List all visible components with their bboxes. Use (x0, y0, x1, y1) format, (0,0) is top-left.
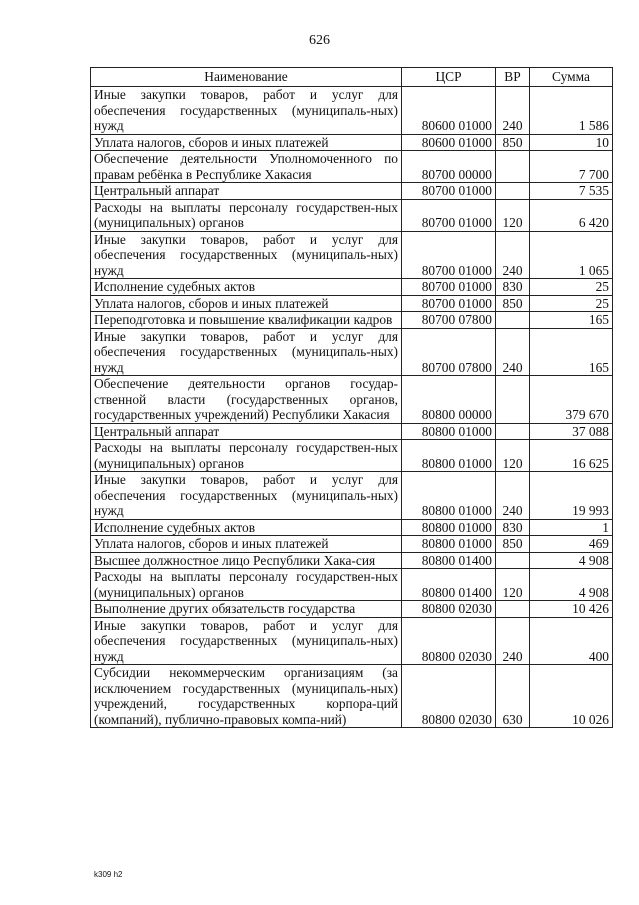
table-row (91, 279, 613, 296)
table-row (91, 665, 613, 728)
row-vr-cell (496, 601, 530, 618)
row-sum-cell: 4 908 (530, 569, 613, 601)
row-vr-cell: 850 (496, 295, 530, 312)
table-body (91, 87, 613, 728)
row-vr-cell (496, 376, 530, 424)
row-name-cell: Субсидии некоммерческим организациям (за исключением государственных (муниципаль-ных) учреждений, государственных корпора-ций (компаний), публично-правовых компа-ний) (91, 665, 402, 728)
table-row (91, 376, 613, 424)
row-name-cell: Уплата налогов, сборов и иных платежей (91, 536, 402, 553)
row-name-cell: Обеспечение деятельности органов государ-ственной власти (государственных органов, государственных учреждений) Республики Хакасия (91, 376, 402, 424)
row-name-cell: Иные закупки товаров, работ и услуг для обеспечения государственных (муниципаль-ных) нужд (91, 87, 402, 135)
table-row (91, 328, 613, 376)
row-name-cell: Переподготовка и повышение квалификации кадров (91, 312, 402, 329)
row-name-cell: Исполнение судебных актов (91, 279, 402, 296)
row-vr-cell: 240 (496, 472, 530, 520)
row-csr-cell: 80700 07800 (402, 312, 496, 329)
row-csr-cell: 80800 02030 (402, 601, 496, 618)
row-csr-cell: 80600 01000 (402, 87, 496, 135)
row-vr-cell: 630 (496, 665, 530, 728)
row-name-cell: Центральный аппарат (91, 423, 402, 440)
row-csr-cell: 80700 01000 (402, 199, 496, 231)
row-vr-cell: 850 (496, 536, 530, 553)
row-sum-cell: 1 586 (530, 87, 613, 135)
row-sum-cell: 4 908 (530, 552, 613, 569)
table-row (91, 151, 613, 183)
row-csr-cell: 80700 00000 (402, 151, 496, 183)
row-vr-cell: 120 (496, 199, 530, 231)
row-vr-cell (496, 552, 530, 569)
row-vr-cell (496, 423, 530, 440)
row-name-cell: Расходы на выплаты персоналу государствен-ных (муниципальных) органов (91, 440, 402, 472)
row-csr-cell: 80800 01000 (402, 423, 496, 440)
row-sum-cell: 379 670 (530, 376, 613, 424)
row-vr-cell: 120 (496, 440, 530, 472)
table-row (91, 472, 613, 520)
row-csr-cell: 80800 02030 (402, 665, 496, 728)
row-name-cell: Иные закупки товаров, работ и услуг для обеспечения государственных (муниципаль-ных) нужд (91, 617, 402, 665)
row-sum-cell: 19 993 (530, 472, 613, 520)
row-name-cell: Исполнение судебных актов (91, 519, 402, 536)
header-sum: Сумма (530, 68, 613, 87)
row-csr-cell: 80800 01000 (402, 440, 496, 472)
table-row (91, 312, 613, 329)
header-name: Наименование (91, 68, 402, 87)
row-vr-cell (496, 183, 530, 200)
table-header-row (91, 68, 613, 87)
row-vr-cell (496, 312, 530, 329)
row-sum-cell: 1 (530, 519, 613, 536)
row-name-cell: Иные закупки товаров, работ и услуг для обеспечения государственных (муниципаль-ных) нужд (91, 231, 402, 279)
table-row (91, 569, 613, 601)
table-row (91, 231, 613, 279)
row-vr-cell: 830 (496, 519, 530, 536)
row-csr-cell: 80700 01000 (402, 183, 496, 200)
row-csr-cell: 80700 01000 (402, 295, 496, 312)
footer-code: k309 h2 (94, 870, 123, 879)
row-csr-cell: 80700 01000 (402, 279, 496, 296)
row-sum-cell: 25 (530, 279, 613, 296)
row-csr-cell: 80800 01000 (402, 536, 496, 553)
row-name-cell: Высшее должностное лицо Республики Хака-сия (91, 552, 402, 569)
table-row (91, 87, 613, 135)
page-number: 626 (309, 33, 330, 48)
row-sum-cell: 6 420 (530, 199, 613, 231)
row-vr-cell: 240 (496, 617, 530, 665)
row-sum-cell: 10 426 (530, 601, 613, 618)
row-csr-cell: 80800 01400 (402, 552, 496, 569)
row-sum-cell: 165 (530, 328, 613, 376)
table-row (91, 199, 613, 231)
row-sum-cell: 7 535 (530, 183, 613, 200)
header-csr: ЦСР (402, 68, 496, 87)
table-row (91, 601, 613, 618)
row-sum-cell: 165 (530, 312, 613, 329)
row-name-cell: Обеспечение деятельности Уполномоченного по правам ребёнка в Республике Хакасия (91, 151, 402, 183)
row-sum-cell: 469 (530, 536, 613, 553)
row-csr-cell: 80800 01000 (402, 519, 496, 536)
row-csr-cell: 80800 02030 (402, 617, 496, 665)
row-name-cell: Расходы на выплаты персоналу государствен-ных (муниципальных) органов (91, 199, 402, 231)
row-sum-cell: 400 (530, 617, 613, 665)
row-vr-cell: 850 (496, 134, 530, 151)
row-sum-cell: 25 (530, 295, 613, 312)
row-sum-cell: 37 088 (530, 423, 613, 440)
row-csr-cell: 80800 01000 (402, 472, 496, 520)
row-vr-cell: 830 (496, 279, 530, 296)
row-name-cell: Выполнение других обязательств государства (91, 601, 402, 618)
row-csr-cell: 80800 00000 (402, 376, 496, 424)
table-row (91, 617, 613, 665)
row-vr-cell (496, 151, 530, 183)
row-csr-cell: 80700 07800 (402, 328, 496, 376)
row-vr-cell: 240 (496, 231, 530, 279)
table-row (91, 519, 613, 536)
row-name-cell: Уплата налогов, сборов и иных платежей (91, 134, 402, 151)
row-vr-cell: 120 (496, 569, 530, 601)
row-vr-cell: 240 (496, 328, 530, 376)
row-csr-cell: 80700 01000 (402, 231, 496, 279)
row-csr-cell: 80800 01400 (402, 569, 496, 601)
row-name-cell: Уплата налогов, сборов и иных платежей (91, 295, 402, 312)
row-sum-cell: 10 026 (530, 665, 613, 728)
table-row (91, 134, 613, 151)
row-sum-cell: 10 (530, 134, 613, 151)
row-sum-cell: 1 065 (530, 231, 613, 279)
header-vr: ВР (496, 68, 530, 87)
row-sum-cell: 7 700 (530, 151, 613, 183)
table-row (91, 295, 613, 312)
row-name-cell: Иные закупки товаров, работ и услуг для обеспечения государственных (муниципаль-ных) нужд (91, 328, 402, 376)
table-row (91, 440, 613, 472)
table-row (91, 536, 613, 553)
row-csr-cell: 80600 01000 (402, 134, 496, 151)
row-vr-cell: 240 (496, 87, 530, 135)
table-row (91, 423, 613, 440)
table-row (91, 552, 613, 569)
row-sum-cell: 16 625 (530, 440, 613, 472)
row-name-cell: Центральный аппарат (91, 183, 402, 200)
budget-table (90, 67, 613, 728)
row-name-cell: Иные закупки товаров, работ и услуг для обеспечения государственных (муниципаль-ных) нужд (91, 472, 402, 520)
table-row (91, 183, 613, 200)
row-name-cell: Расходы на выплаты персоналу государствен-ных (муниципальных) органов (91, 569, 402, 601)
